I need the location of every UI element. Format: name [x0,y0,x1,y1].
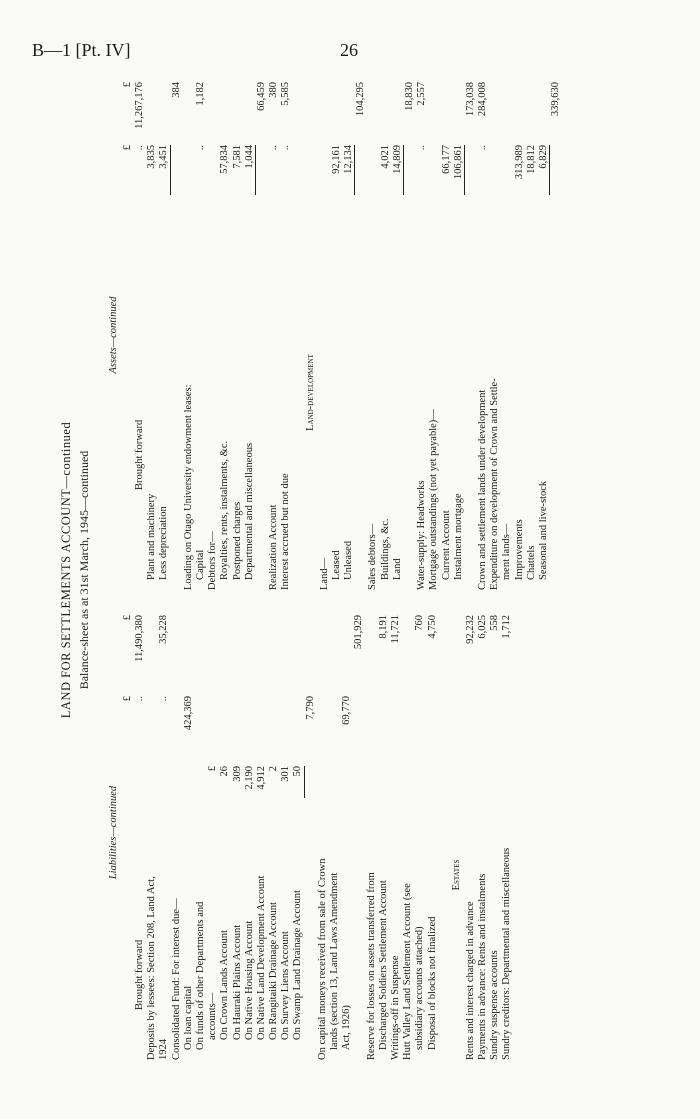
liabilities-row [465,605,477,1060]
liabilities-row-value-c1: 2,190 [243,766,255,790]
liabilities-column [108,605,608,1060]
assets-row-value-c3: 5,585 [280,82,292,106]
liabilities-row-label: Deposits by lessees: Section 208, Land Act, [146,876,158,1060]
assets-row-value-c3: 284,008 [477,82,489,117]
liabilities-row-label: Discharged Soldiers Settlement Account [377,880,389,1050]
liabilities-row [378,605,390,1060]
liabilities-row [477,605,489,1060]
assets-row-value-c3: 384 [170,82,182,98]
liabilities-row-value-c1: 309 [231,766,243,782]
assets-row [514,80,526,590]
liabilities-row-value-c1: 4,912 [255,766,267,790]
assets-row-label: Postponed charges [231,501,243,580]
liabilities-row-value-c3: 558 [489,615,501,631]
liabilities-row [489,605,501,1060]
assets-row [134,80,146,590]
liabilities-row-value-c3: 501,929 [353,615,365,650]
assets-row-label: Land [391,558,403,580]
liabilities-row [439,605,451,1060]
assets-row [550,80,562,590]
liabilities-row-label: Disposal of blocks not finalized [426,916,438,1050]
assets-row [292,80,304,590]
liabilities-row [353,605,365,1060]
liabilities-row-label: On loan capital [182,985,194,1050]
assets-row [280,80,292,590]
assets-row [501,80,513,590]
assets-row-label: Current Account [440,510,452,580]
assets-row-value-c2: 1,044 [243,145,255,169]
liabilities-row [451,605,465,1060]
assets-row-value-c2: .. [477,145,489,151]
liabilities-row-label: Consolidated Fund: For interest due— [170,898,182,1060]
liabilities-row [232,605,244,1060]
assets-row-value-c3: 1,182 [194,82,206,106]
liabilities-row-value-c1: £ [207,766,219,772]
liabilities-row [341,605,353,1060]
liabilities-row [280,605,292,1060]
assets-row [404,80,416,590]
assets-row-label: Unleased [343,540,354,580]
assets-row-value-c2: .. [280,145,292,151]
liabilities-row-label: 1924 [158,1039,170,1060]
assets-row-label: Land— [318,557,330,590]
liabilities-row-value-c3: 11,490,380 [134,615,145,662]
liabilities-row-label: Brought forward [134,939,145,1010]
assets-row [256,80,268,590]
liabilities-row [207,605,219,1060]
liabilities-row [244,605,256,1060]
liabilities-row [414,605,426,1060]
liabilities-row-value-c3: 92,232 [464,615,476,644]
liabilities-row [390,605,402,1060]
assets-row [331,80,343,590]
page-number: 26 [340,40,358,60]
liabilities-row-label: Hutt Valley Land Settlement Account (see [402,883,414,1060]
subtotal-rule [170,145,171,195]
liabilities-row [501,605,513,1060]
liabilities-heading: Liabilities—continued [108,785,119,880]
liabilities-unit-2: £ [122,615,133,621]
assets-units-row [122,80,134,590]
liabilities-row [402,605,414,1060]
assets-row [489,80,501,590]
subtotal-rule [304,766,305,798]
liabilities-row-value-c3: 760 [414,615,426,631]
liabilities-row-label: On Native Land Development Account [255,875,267,1040]
liabilities-row [292,605,304,1060]
report-reference: B—1 [Pt. IV] [32,40,131,60]
assets-row-label: Chattels [525,545,537,580]
subtotal-rule [464,145,465,195]
liabilities-row-value-c1: 26 [219,766,231,777]
assets-row-value-c2: 12,134 [343,145,354,174]
assets-row-value-c3: 11,267,176 [134,82,145,129]
assets-row-label: Seasonal and live-stock [538,480,549,580]
assets-row [428,80,440,590]
assets-row-label: Capital [194,549,206,580]
assets-row-value-c2: 14,809 [391,145,403,174]
assets-row-label: Debtors for— [207,531,219,590]
assets-row-value-c3: 2,557 [416,82,428,106]
assets-row [268,80,280,590]
liabilities-row [305,605,317,1060]
liabilities-row-label: Sundry suspense accounts [489,950,501,1060]
liabilities-row-label: lands (section 13, Land Laws Amendment [329,872,340,1050]
assets-row-value-c2: 313,989 [513,145,525,180]
balance-sheet-subtitle: Balance-sheet as at 31st March, 1945—continued [77,450,91,690]
assets-row [183,80,195,590]
assets-row-value-c2: 3,835 [146,145,158,169]
liabilities-row-label: Sundry creditors: Departmental and miscellaneous [501,847,513,1060]
liabilities-row-label: On Swamp Land Drainage Account [292,890,304,1040]
assets-row-label: Improvements [513,519,525,580]
liabilities-unit-1: £ [122,696,133,702]
assets-row-label: Crown and settlement lands under development [477,389,489,590]
liabilities-row [268,605,280,1060]
liabilities-row-value-c2: 424,369 [182,696,194,731]
liabilities-row [366,605,378,1060]
assets-row [465,80,477,590]
liabilities-row-label: Writings-off in Suspense [389,955,401,1060]
assets-row-label: Loading on Otago University endowment leases: [182,384,194,590]
liabilities-row [171,605,183,1060]
assets-unit-2: £ [122,82,133,88]
liabilities-row-label: On Crown Lands Account [219,930,231,1040]
account-title: LAND FOR SETTLEMENTS ACCOUNT—continued [59,421,73,719]
liabilities-row-label: Payments in advance: Rents and instalments [477,873,489,1060]
assets-row-value-c2: 66,177 [440,145,452,174]
assets-row [355,80,367,590]
liabilities-row [317,605,329,1060]
liabilities-row-value-c2: .. [158,696,170,702]
liabilities-row [158,605,170,1060]
liabilities-row-label: Estates [450,859,462,891]
assets-row-value-c2: 6,829 [538,145,549,169]
assets-row-value-c2: 92,161 [330,145,342,174]
assets-row [526,80,538,590]
assets-row-label: ment lands— [501,523,513,580]
assets-row [441,80,453,590]
liabilities-row-label: On Hauraki Plains Account [231,924,243,1040]
assets-row-label: Water-supply: Headworks [416,480,428,590]
assets-row [146,80,158,590]
assets-row-label: Less depreciation [158,506,170,580]
assets-row [171,80,183,590]
assets-row-label: Instalment mortgage [452,493,464,580]
assets-row-label: Realization Account [268,504,280,590]
liabilities-row-value-c1: 50 [292,766,304,777]
assets-row [195,80,207,590]
assets-row-value-c3: 66,459 [255,82,267,111]
liabilities-row-value-c3: 11,721 [389,615,401,644]
assets-row-value-c3: 380 [268,82,280,98]
rotated-balance-sheet [60,80,620,1060]
subtotal-rule [354,145,355,195]
liabilities-row-label: On Rangitaiki Drainage Account [268,902,280,1040]
liabilities-row-value-c3: 8,191 [377,615,389,639]
liabilities-row-label: On capital moneys received from sale of Crown [316,858,328,1060]
liabilities-row-label: Rents and interest charged in advance [464,901,476,1060]
assets-row-value-c3: 104,295 [355,82,367,117]
assets-row-label: Land-development [304,354,316,431]
assets-row-label: Departmental and miscellaneous [243,442,255,580]
liabilities-row-label: On Survey Liens Account [280,931,292,1040]
assets-row-label: Plant and machinery [146,493,158,580]
assets-row [380,80,392,590]
assets-row-value-c3: 339,630 [550,82,562,117]
liabilities-row-label: Act, 1926) [341,1005,353,1050]
assets-row-label: Royalties, rents, instalments, &c. [219,440,231,580]
assets-row [367,80,379,590]
liabilities-row [183,605,195,1060]
liabilities-row-value-c2: 69,770 [341,696,353,725]
assets-row-value-c2: 18,812 [525,145,537,174]
assets-row [232,80,244,590]
assets-row-value-c2: 4,021 [379,145,391,169]
assets-unit-1: £ [122,145,133,151]
liabilities-row [256,605,268,1060]
liabilities-row-value-c1: 2 [268,766,280,772]
assets-column [108,80,608,590]
liabilities-row-label: subsidiary accounts attached) [414,926,426,1050]
assets-row-value-c2: 57,834 [219,145,231,174]
liabilities-row-value-c2: .. [134,696,145,702]
assets-row-label: Leased [330,550,342,580]
assets-row-label: Mortgage outstandings (not yet payable)— [428,409,440,590]
assets-row-label: Expenditure on development of Crown and Settle- [489,378,501,590]
assets-row [319,80,331,590]
subtotal-rule [255,145,256,195]
assets-heading: Assets—continued [108,296,119,374]
assets-row-value-c2: .. [194,145,206,151]
liabilities-row [195,605,207,1060]
assets-row-label: Sales debtors— [367,523,379,590]
assets-row [477,80,489,590]
liabilities-row [146,605,158,1060]
assets-row-value-c2: 3,451 [158,145,170,169]
assets-row-value-c2: .. [416,145,428,151]
liabilities-row-label: Reserve for losses on assets transferred from [365,872,377,1060]
liabilities-row-value-c3: 4,750 [426,615,438,639]
liabilities-row-value-c3: 35,228 [158,615,170,644]
liabilities-row-label: On Native Housing Account [243,920,255,1040]
liabilities-row [219,605,231,1060]
liabilities-row-label: accounts— [207,992,219,1040]
liabilities-row-value-c3: 6,025 [477,615,489,639]
assets-row [416,80,428,590]
subtotal-rule [403,145,404,195]
liabilities-row-label: On funds of other Departments and [194,901,206,1050]
assets-row-value-c2: .. [134,145,145,151]
assets-row-label: Interest accrued but not due [280,473,292,590]
assets-row-value-c2: 7,581 [231,145,243,169]
assets-row-value-c2: .. [268,145,280,151]
liabilities-row-value-c2: 7,790 [304,696,316,720]
liabilities-row-value-c3: 1,712 [501,615,513,639]
liabilities-units-row [122,605,134,1060]
liabilities-row [134,605,146,1060]
assets-row-value-c3: 173,038 [464,82,476,117]
assets-row-label: Buildings, &c. [379,518,391,580]
assets-row-value-c2: 106,861 [452,145,464,180]
assets-row [207,80,219,590]
assets-row [158,80,170,590]
subtotal-rule [549,145,550,195]
assets-row-value-c3: 18,830 [403,82,415,111]
liabilities-row-value-c1: 301 [280,766,292,782]
assets-row [219,80,231,590]
liabilities-row [427,605,439,1060]
assets-row [305,80,319,590]
liabilities-row [329,605,341,1060]
assets-row-label: Brought forward [134,419,145,490]
